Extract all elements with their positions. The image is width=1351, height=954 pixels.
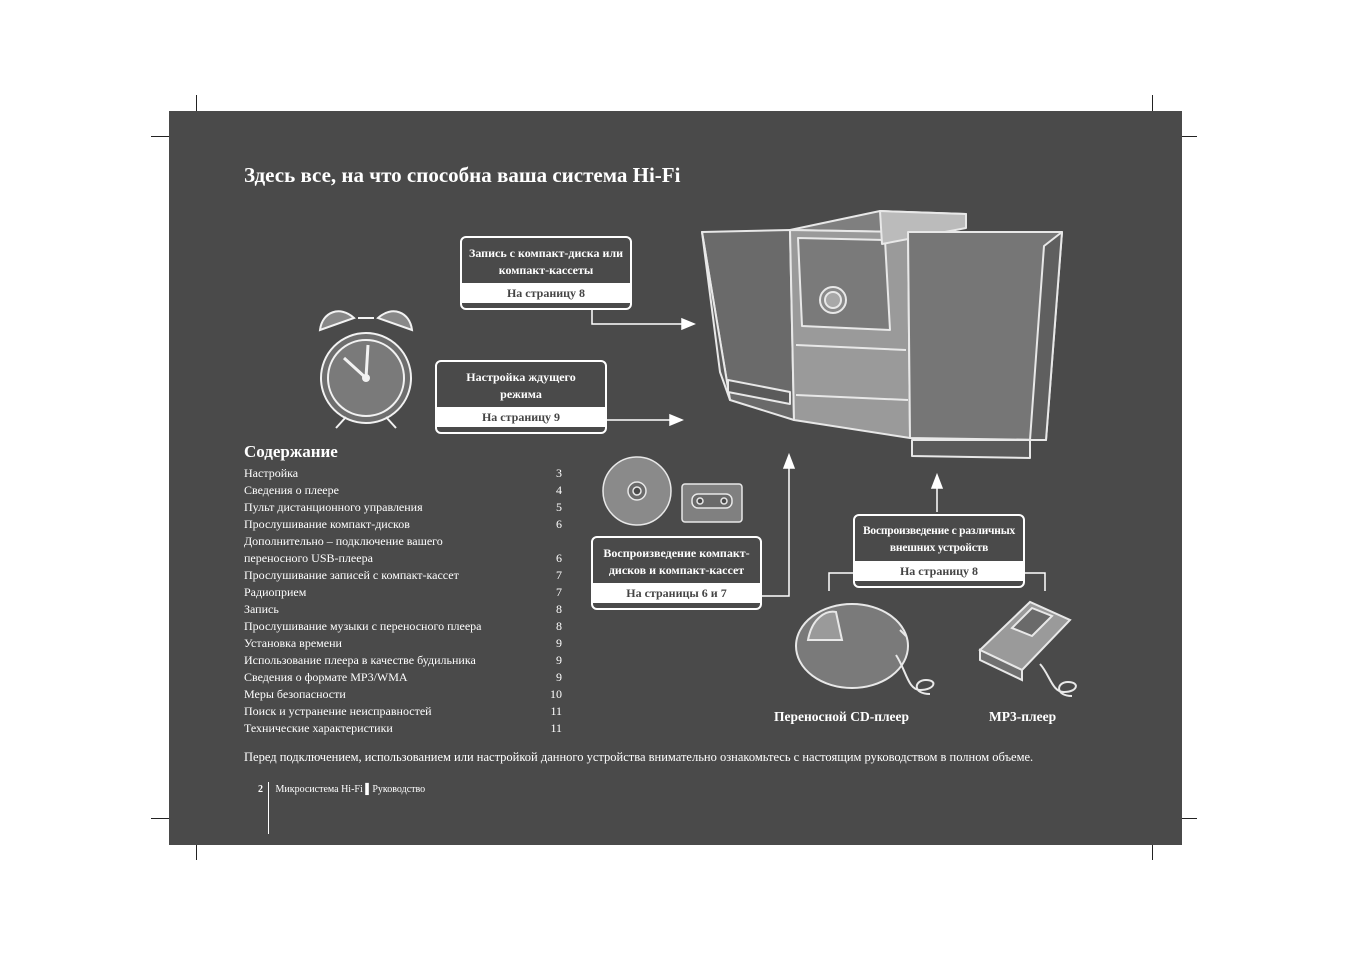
callout-playback-link[interactable]: На страницы 6 и 7 — [593, 583, 760, 603]
toc-item-page: 10 — [550, 687, 562, 701]
toc-item[interactable] — [244, 652, 562, 669]
toc-item-label: Установка времени — [244, 636, 342, 650]
callout-playback-text: Воспроизведение компакт-дисков и компакт-кассет — [603, 546, 750, 577]
toc-item-label: Настройка — [244, 466, 299, 480]
callout-standby — [435, 360, 607, 434]
toc-item[interactable] — [244, 669, 562, 686]
callout-external-text: Воспроизведение с различных внешних устройств — [862, 525, 1016, 554]
toc-item-label: Дополнительно – подключение вашего — [244, 534, 443, 548]
toc-item[interactable] — [244, 567, 562, 584]
toc-item[interactable] — [244, 720, 562, 737]
toc-item-label: Меры безопасности — [244, 687, 346, 701]
toc-item-label: Прослушивание компакт-дисков — [244, 517, 410, 531]
toc-item[interactable] — [244, 465, 562, 482]
toc-item[interactable] — [244, 533, 562, 550]
toc-item-label: Использование плеера в качестве будильника — [244, 653, 476, 667]
toc-item[interactable] — [244, 499, 562, 516]
callout-record-text: Запись с компакт-диска или компакт-кассеты — [468, 246, 624, 277]
toc-item[interactable] — [244, 635, 562, 652]
callout-external — [853, 514, 1025, 588]
callout-external-link[interactable]: На страницу 8 — [855, 561, 1023, 581]
toc-item-page: 7 — [556, 568, 562, 582]
callout-standby-text: Настройка ждущего режима — [466, 370, 576, 401]
toc-item-label: Сведения о плеере — [244, 483, 339, 497]
page-title: Здесь все, на что способна ваша система Hi-Fi — [244, 163, 681, 187]
toc-item-page: 7 — [556, 585, 562, 599]
toc-item-label: Пульт дистанционного управления — [244, 500, 423, 514]
toc-item[interactable] — [244, 482, 562, 499]
toc-item-label: Поиск и устранение неисправностей — [244, 704, 432, 718]
toc-item-label: Технические характеристики — [244, 721, 393, 735]
toc-item-label: Радиоприем — [244, 585, 307, 599]
toc-item-page: 9 — [556, 636, 562, 650]
toc-item-page: 8 — [556, 602, 562, 616]
toc-item-page: 11 — [550, 704, 562, 718]
callout-record-link[interactable]: На страницу 8 — [462, 283, 630, 303]
hifi-system-icon — [702, 211, 1062, 458]
footer-text: Микросистема Hi-Fi ▌Руководство — [275, 784, 426, 795]
toc-item-label: переносного USB-плеера — [244, 551, 373, 565]
toc-item-page: 9 — [556, 653, 562, 667]
callout-record — [460, 236, 632, 310]
callout-playback — [591, 536, 762, 610]
page-footer — [258, 784, 425, 795]
toc-item-page: 3 — [556, 466, 562, 480]
toc-item-page: 9 — [556, 670, 562, 684]
portable-cd-player-icon — [796, 604, 933, 694]
cd-player-label: Переносной CD-плеер — [774, 709, 910, 724]
footnote: Перед подключением, использованием или настройкой данного устройства внимательно ознакомьтесь с настоящим руководством в полном объеме. — [244, 750, 1034, 764]
toc-list — [244, 465, 562, 737]
cassette-icon — [682, 484, 742, 522]
toc-item-page: 6 — [556, 517, 562, 531]
toc-item-page: 6 — [556, 551, 562, 565]
toc-item-label: Прослушивание записей с компакт-кассет — [244, 568, 459, 582]
toc-item-page: 8 — [556, 619, 562, 633]
toc-item[interactable] — [244, 601, 562, 618]
toc-item[interactable] — [244, 584, 562, 601]
mp3-player-label: MP3-плеер — [989, 709, 1057, 724]
toc-item-label: Запись — [244, 602, 279, 616]
cd-disc-icon — [603, 457, 671, 525]
toc-item[interactable] — [244, 550, 562, 567]
page-number: 2 — [258, 784, 263, 795]
mp3-player-icon — [980, 602, 1076, 696]
toc-heading: Содержание — [244, 442, 338, 461]
toc-item[interactable] — [244, 686, 562, 703]
toc-item-page: 4 — [556, 483, 562, 497]
toc-item-label: Сведения о формате MP3/WMA — [244, 670, 408, 684]
alarm-clock-icon — [320, 311, 412, 428]
toc-item-page: 5 — [556, 500, 562, 514]
toc-item[interactable] — [244, 618, 562, 635]
toc-item[interactable] — [244, 516, 562, 533]
toc-item[interactable] — [244, 703, 562, 720]
callout-standby-link[interactable]: На страницу 9 — [437, 407, 605, 427]
toc-item-page: 11 — [550, 721, 562, 735]
toc-item-label: Прослушивание музыки с переносного плеера — [244, 619, 482, 633]
